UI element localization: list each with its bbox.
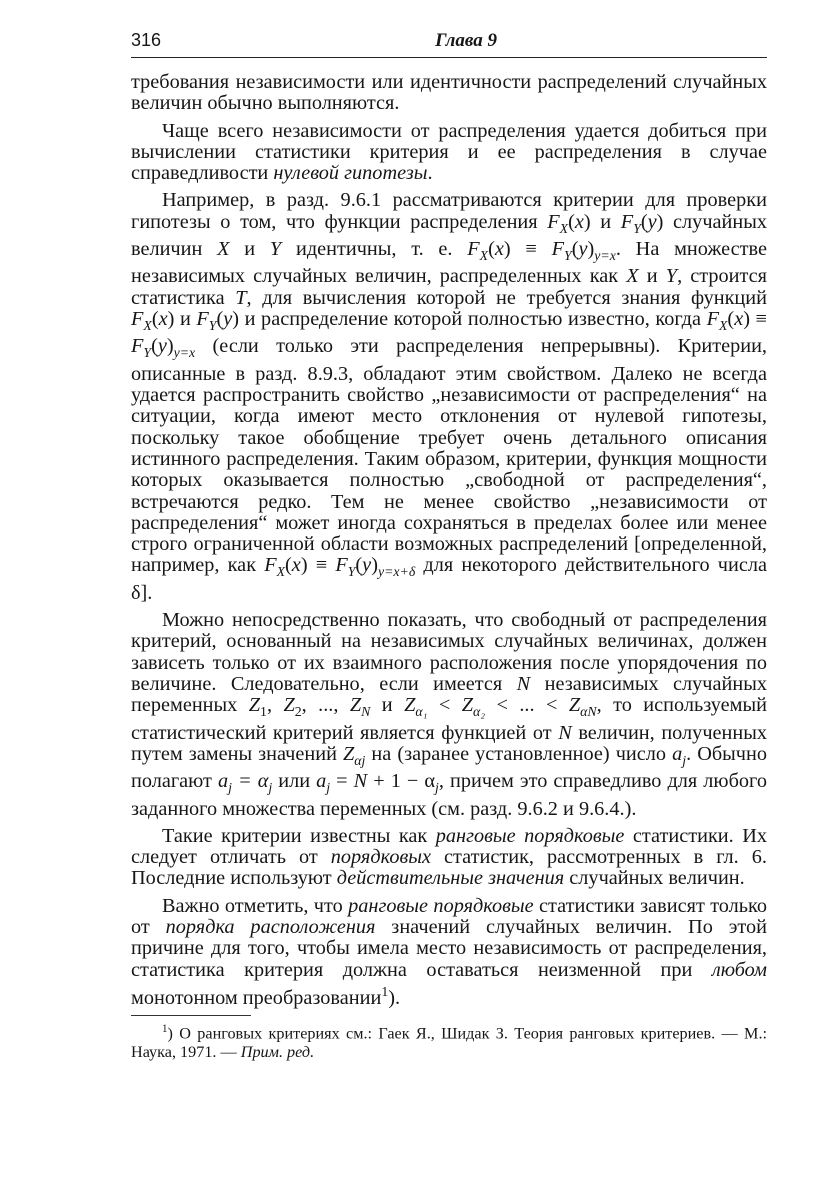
text-segment: <: [427, 694, 462, 717]
italic-text: j: [682, 752, 687, 768]
text-segment: ,: [266, 694, 284, 717]
text-segment: Можно непосредственно показать, что свободный от распределения критерий, основанный на независимых случайных величинах, должен зависеть только от их взаимного расположения после упорядочения по величине. Следовательно, если имеется: [131, 609, 767, 695]
text-segment: ) и: [583, 210, 621, 233]
text-segment: статистики. Их следует отличать от: [131, 824, 768, 869]
italic-text: F: [335, 554, 348, 577]
chapter-title: Глава 9: [435, 30, 497, 51]
italic-text: x: [494, 238, 504, 261]
italic-text: y=x: [594, 248, 616, 264]
text-segment: случайных величин.: [564, 867, 745, 890]
text-segment: (: [285, 554, 292, 577]
italic-text: X: [718, 318, 728, 334]
italic-text: a: [672, 742, 683, 765]
running-header: [131, 30, 767, 58]
text-segment: (: [568, 210, 575, 233]
italic-text: a: [316, 770, 327, 793]
text-segment: (: [151, 308, 159, 331]
text-segment: Такие критерии известны как: [162, 824, 436, 847]
italic-text: x: [158, 308, 168, 331]
page-number: 316: [131, 30, 162, 50]
text-segment: . Обычно полагают: [131, 742, 767, 793]
text-segment: , причем это справедливо для любого заданного множества переменных (см. разд. 9.6.2 и 9.6.4.).: [131, 770, 767, 820]
text-segment: (: [355, 554, 363, 577]
text-segment: требования независимости или идентичности распределений случайных величин обычно выполняются.: [131, 71, 767, 115]
italic-text: X: [479, 248, 489, 264]
text-segment: Чаще всего независимости от распределения удается добиться при вычислении статистики критерия и ее распределения в случае справедливости: [131, 119, 767, 185]
italic-text: y: [647, 210, 657, 233]
italic-text: F: [547, 210, 560, 233]
text-segment: монотонном преобразовании: [131, 986, 382, 1009]
italic-text: Y: [269, 238, 282, 261]
italic-text: x: [291, 554, 301, 577]
italic-text: F: [131, 308, 144, 331]
italic-text: N: [516, 672, 531, 695]
italic-text: y: [223, 308, 233, 331]
italic-text: F: [196, 308, 209, 331]
paragraph-1: [131, 72, 767, 115]
text-segment: ): [166, 335, 174, 358]
italic-text: j: [361, 752, 366, 768]
text-segment: , для вычисления которой не требуется знания функций: [246, 286, 767, 309]
book-page: [131, 30, 767, 1062]
text-segment: ) и: [167, 308, 197, 331]
italic-text: y=x: [173, 345, 196, 361]
text-segment: Например, в разд. 9.6.1 рассматриваются критерии для проверки гипотезы о том, что функции распределения: [131, 189, 767, 233]
text-segment: (: [151, 335, 158, 358]
text-segment: (: [640, 210, 648, 233]
italic-text: x: [574, 210, 584, 233]
italic-text: Y: [665, 265, 678, 288]
text-segment: < ... <: [485, 694, 569, 717]
text-segment: и: [370, 694, 405, 717]
italic-text: Z: [349, 694, 362, 717]
text-segment: ) и распределение которой полностью известно, когда: [232, 308, 707, 331]
text-segment: . На множестве независимых случайных величин, распределенных как: [131, 238, 767, 288]
italic-text: Z: [404, 694, 416, 717]
italic-text: F: [467, 238, 480, 261]
italic-text: X: [626, 265, 639, 288]
text-segment: , то используемый статистический критерий является функцией от: [131, 694, 767, 744]
italic-text: α: [354, 752, 362, 768]
text-segment: величин, полученных путем замены значений: [131, 721, 767, 765]
text-segment: , строится статистика: [131, 265, 767, 309]
text-segment: ) О ранговых критериях см.: Гаек Я., Шидак З. Теория ранговых критериев. — М.: Наука, 1971. —: [131, 1024, 767, 1062]
text-segment: или: [272, 770, 317, 793]
italic-text: действительные значения: [336, 867, 565, 890]
text-segment: (если только эти распределения непрерывны). Критерии, описанные в разд. 8.9.3, обладают этим свойством. Далеко не всегда удается распространить свойство „независимости от распределения“ на ситуации, когда имеют место отклонения от нулевой гипотезы, поскольку такое обобщение требует очень детального описания истинного распределения. Таким образом, критерии, функция мощности которых оказывается полностью „свободной от распределения“, встречаются редко. Тем не менее свойство „независимости от распределения“ может иногда сохраняться в пределах более или менее строго ограниченной области возможных распределений [определенной, например, как: [131, 335, 767, 577]
text-segment: (: [727, 308, 735, 331]
italic-text: F: [620, 210, 634, 233]
text-segment: 1: [260, 704, 267, 720]
paragraph-3: [131, 190, 767, 604]
text-segment: ): [371, 554, 378, 577]
text-segment: и: [638, 265, 666, 288]
text-segment: статистики зависят только от: [131, 894, 767, 939]
italic-text: j: [268, 780, 273, 796]
paragraph-5: [131, 826, 767, 890]
text-segment: ): [587, 238, 595, 261]
text-segment: (: [216, 308, 224, 331]
italic-text: Z: [248, 694, 261, 717]
italic-text: j: [228, 780, 232, 796]
italic-text: Z: [283, 694, 295, 717]
italic-text: F: [551, 238, 565, 261]
italic-text: α₁: [415, 704, 428, 720]
italic-text: N: [361, 704, 371, 720]
italic-text: j: [435, 780, 439, 796]
italic-text: Y: [347, 564, 356, 580]
text-segment: ) случайных величин: [131, 210, 767, 261]
text-segment: 1: [381, 983, 389, 999]
italic-text: Y: [633, 220, 641, 236]
italic-text: N: [353, 770, 368, 793]
italic-text: y: [578, 238, 588, 261]
italic-text: X: [276, 564, 286, 580]
italic-text: X: [217, 238, 230, 261]
italic-text: X: [559, 220, 569, 236]
italic-text: x: [734, 308, 744, 331]
text-segment: статистик, рассмотренных в гл. 6. Последние используют: [131, 846, 767, 890]
italic-text: α₂: [472, 704, 486, 720]
italic-text: Z: [343, 742, 355, 765]
italic-text: любом: [711, 958, 767, 981]
text-segment: идентичны, т. е.: [281, 238, 468, 261]
italic-text: y: [157, 335, 167, 358]
italic-text: = α: [231, 770, 269, 793]
italic-text: Прим. ред.: [240, 1043, 315, 1062]
text-segment: и: [229, 238, 270, 261]
italic-text: нулевой гипотезы: [273, 162, 428, 185]
italic-text: Y: [208, 318, 217, 334]
text-segment: + 1 − α: [367, 770, 436, 793]
italic-text: N: [587, 704, 597, 720]
text-segment: , ...,: [301, 694, 350, 717]
italic-text: Z: [568, 694, 581, 717]
paragraph-6: [131, 896, 767, 1009]
footnote-divider: [131, 1015, 251, 1016]
text-segment: независимых случайных переменных: [131, 672, 767, 717]
italic-text: F: [264, 554, 277, 577]
text-segment: на (заранее установленное) число: [365, 742, 673, 765]
italic-text: X: [143, 318, 152, 334]
italic-text: F: [131, 335, 144, 358]
italic-text: Y: [143, 345, 152, 361]
text-segment: .: [427, 162, 433, 185]
italic-text: порядка расположения: [165, 916, 376, 939]
text-segment: =: [330, 770, 354, 793]
italic-text: T: [235, 286, 247, 309]
italic-text: y: [362, 554, 372, 577]
text-segment: 1: [162, 1023, 168, 1036]
text-segment: ).: [388, 986, 401, 1009]
text-segment: ) ≡: [743, 308, 767, 331]
text-segment: ) ≡: [503, 238, 552, 261]
text-segment: (: [571, 238, 579, 261]
italic-text: α: [580, 704, 588, 720]
page-body: [131, 72, 767, 1062]
italic-text: порядковых: [330, 846, 432, 869]
text-segment: 2: [294, 704, 302, 720]
paragraph-4: [131, 610, 767, 820]
italic-text: ранговые порядковые: [435, 824, 625, 847]
italic-text: F: [706, 308, 719, 331]
italic-text: a: [217, 770, 229, 793]
paragraph-2: [131, 121, 767, 185]
text-segment: (: [488, 238, 495, 261]
text-segment: для некоторого действительного числа δ].: [131, 554, 767, 604]
text-segment: Важно отметить, что: [162, 894, 349, 917]
text-segment: ) ≡: [300, 554, 336, 577]
italic-text: Y: [564, 248, 572, 264]
italic-text: N: [558, 721, 572, 744]
italic-text: y=x+δ: [377, 564, 416, 580]
italic-text: j: [326, 780, 331, 796]
text-segment: значений случайных величин. По этой причине для того, чтобы имела место независимость от распределения, статистика критерия должна оставаться неизменной при: [131, 916, 767, 981]
footnote: [131, 1020, 767, 1062]
italic-text: ранговые порядковые: [348, 894, 534, 917]
italic-text: Z: [461, 694, 473, 717]
